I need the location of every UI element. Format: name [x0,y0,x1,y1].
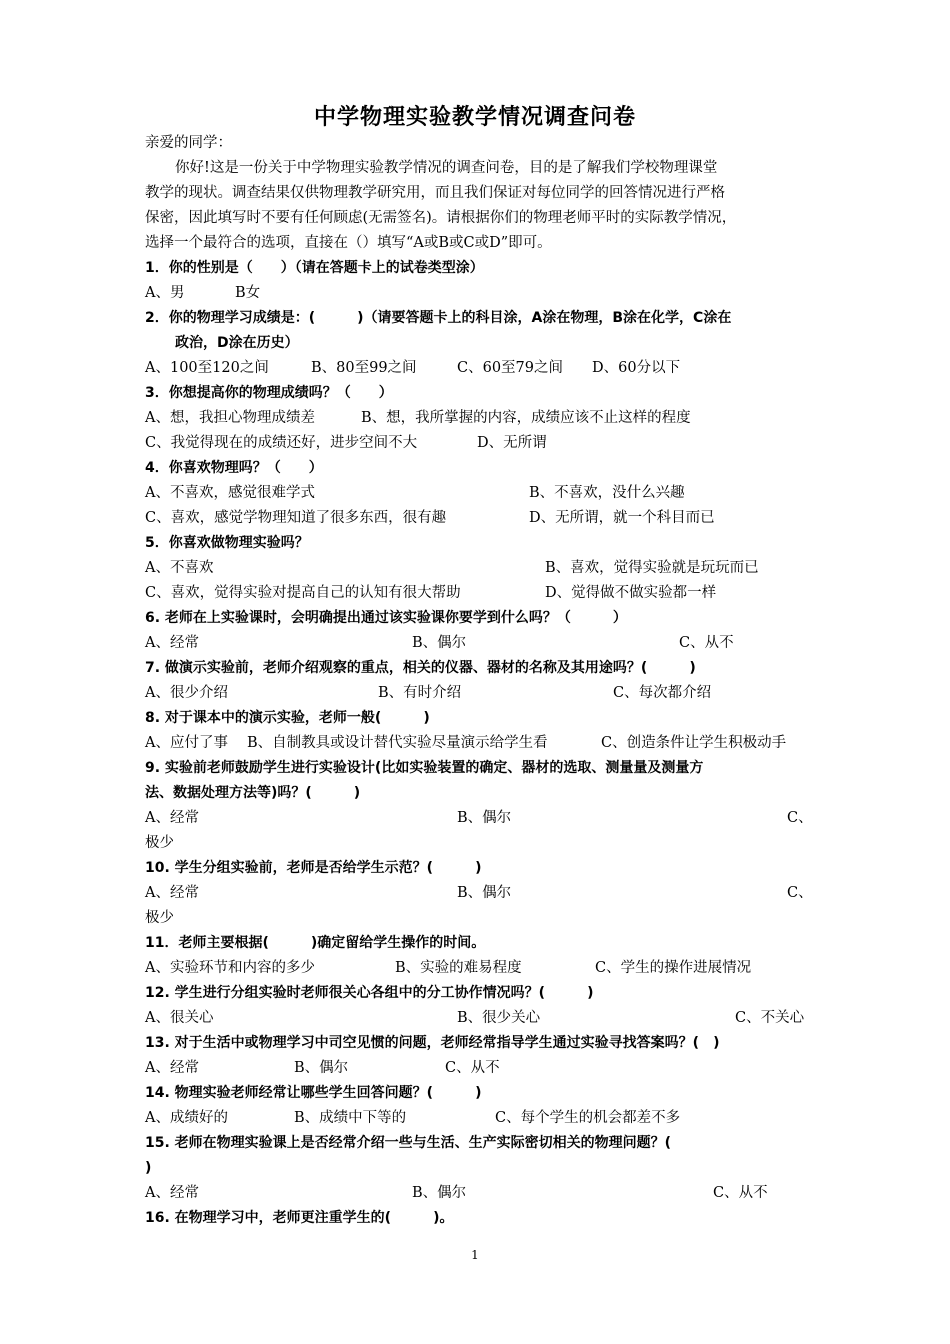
option: A、成绩好的 [145,1110,228,1126]
option: B、想，我所掌握的内容，成绩应该不止这样的程度 [361,410,691,426]
option: B、偶尔 [457,885,512,901]
option: A、很少介绍 [145,685,228,701]
option: D、觉得做不做实验都一样 [545,585,717,601]
intro-line: 保密，因此填写时不要有任何顾虑(无需签名)。请根据你们的物理老师平时的实际教学情况， [145,210,737,226]
intro-line: 选择一个最符合的选项，直接在（）填写“A或B或C或D”即可。 [145,235,552,251]
option: 极少 [145,910,174,926]
greeting: 亲爱的同学： [145,135,232,151]
option: C、学生的操作进展情况 [595,960,752,976]
option: C、从不 [445,1060,500,1076]
option: C、每次都介绍 [613,685,712,701]
option: B、实验的难易程度 [395,960,522,976]
option: C、每个学生的机会都差不多 [495,1110,681,1126]
question-text: ) [145,1160,152,1176]
option: A、经常 [145,635,199,651]
question-text: 政治，D涂在历史） [175,335,299,351]
option: A、应付了事 [145,735,228,751]
option: C、 [787,810,813,826]
intro-line: 你好!这是一份关于中学物理实验教学情况的调查问卷，目的是了解我们学校物理课堂 [175,160,718,176]
question-text: 5．你喜欢做物理实验吗？ [145,535,309,551]
question-text: 12. 学生进行分组实验时老师很关心各组中的分工协作情况吗？( ) [145,985,594,1001]
option: A、想，我担心物理成绩差 [145,410,315,426]
intro-line: 教学的现状。调查结果仅供物理教学研究用，而且我们保证对每位同学的回答情况进行严格 [145,185,725,201]
question-text: 15. 老师在物理实验课上是否经常介绍一些与生活、生产实际密切相关的物理问题？( [145,1135,672,1151]
option: D、无所谓 [477,435,547,451]
question-text: 11．老师主要根据( )确定留给学生操作的时间。 [145,935,486,951]
option: B、偶尔 [412,1185,467,1201]
option: A、不喜欢 [145,560,214,576]
option: B、偶尔 [457,810,512,826]
option: C、从不 [679,635,734,651]
option: A、经常 [145,810,199,826]
option: D、无所谓，就一个科目而已 [529,510,715,526]
page-number: 1 [471,1248,479,1262]
option: B、偶尔 [412,635,467,651]
option: C、60至79之间 [457,360,563,376]
option: C、喜欢，感觉学物理知道了很多东西，很有趣 [145,510,447,526]
option: C、我觉得现在的成绩还好，进步空间不大 [145,435,418,451]
option: B、有时介绍 [378,685,462,701]
question-text: 10. 学生分组实验前，老师是否给学生示范？( ) [145,860,482,876]
option: C、不关心 [735,1010,805,1026]
option: A、100至120之间 [145,360,269,376]
option: B、80至99之间 [311,360,417,376]
option: C、创造条件让学生积极动手 [601,735,787,751]
question-text: 16. 在物理学习中，老师更注重学生的( )。 [145,1210,454,1226]
option: A、经常 [145,1185,199,1201]
option: A、实验环节和内容的多少 [145,960,315,976]
option: A、经常 [145,1060,199,1076]
option: A、很关心 [145,1010,214,1026]
option: B女 [235,285,261,301]
question-text: 14. 物理实验老师经常让哪些学生回答问题？( ) [145,1085,482,1101]
question-text: 3．你想提高你的物理成绩吗？（ ） [145,385,393,401]
question-text: 8. 对于课本中的演示实验，老师一般( ) [145,710,430,726]
option: C、 [787,885,813,901]
option: C、从不 [713,1185,768,1201]
question-text: 13. 对于生活中或物理学习中司空见惯的问题，老师经常指导学生通过实验寻找答案吗？( ) [145,1035,720,1051]
option: A、不喜欢，感觉很难学式 [145,485,315,501]
option: C、喜欢，觉得实验对提高自己的认知有很大帮助 [145,585,461,601]
option: D、60分以下 [592,360,681,376]
option: A、经常 [145,885,199,901]
question-text: 4．你喜欢物理吗？（ ） [145,460,323,476]
option: B、成绩中下等的 [294,1110,407,1126]
option: B、自制教具或设计替代实验尽量演示给学生看 [247,735,548,751]
page-title: 中学物理实验教学情况调查问卷 [313,105,636,130]
question-text: 9. 实验前老师鼓励学生进行实验设计(比如实验装置的确定、器材的选取、测量量及测量方 [145,760,704,776]
question-text: 6. 老师在上实验课时，会明确提出通过该实验课你要学到什么吗？（ ） [145,610,627,626]
option: 极少 [145,835,174,851]
question-text: 2．你的物理学习成绩是：( )（请要答题卡上的科目涂，A涂在物理，B涂在化学，C涂在 [145,310,732,326]
question-text: 7. 做演示实验前，老师介绍观察的重点，相关的仪器、器材的名称及其用途吗？( ) [145,660,696,676]
question-text: 法、数据处理方法等)吗？( ) [145,785,361,801]
option: A、男 [145,285,185,301]
option: B、很少关心 [457,1010,541,1026]
option: B、喜欢，觉得实验就是玩玩而已 [545,560,759,576]
option: B、不喜欢，没什么兴趣 [529,485,685,501]
question-text: 1．你的性别是（ ）（请在答题卡上的试卷类型涂） [145,260,484,276]
option: B、偶尔 [294,1060,349,1076]
